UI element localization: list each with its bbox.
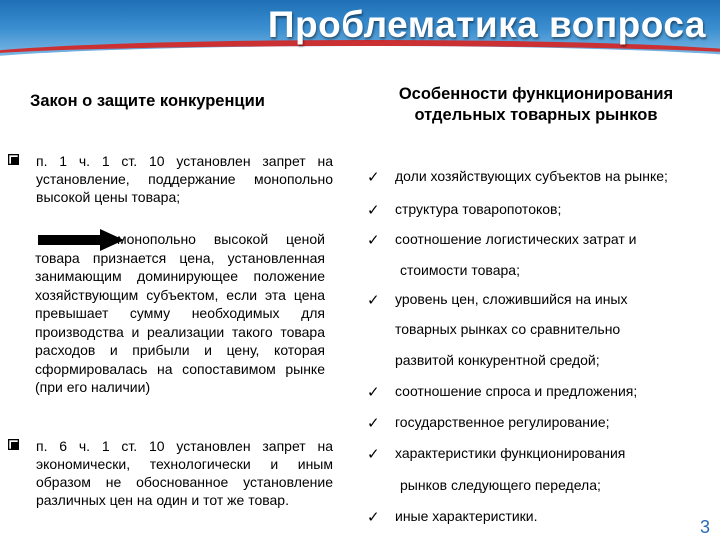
checkmark-icon: ✓ bbox=[367, 202, 380, 219]
page-number: 3 bbox=[699, 517, 710, 537]
slide-header bbox=[0, 0, 720, 64]
bullet-item-2-text: п. 6 ч. 1 ст. 10 установлен запрет на экономически, технологически и иным образом не обоснованное установление различных цен на один и тот же товар. bbox=[36, 438, 333, 508]
right-heading: Особенности функционирования отдельных товарных рынков bbox=[398, 85, 674, 124]
left-heading: Закон о защите конкуренции bbox=[30, 92, 265, 110]
square-bullet-icon bbox=[8, 154, 19, 165]
checkmark-icon: ✓ bbox=[367, 509, 380, 526]
right-list-item-continuation: товарных рынках со сравнительно bbox=[395, 321, 621, 337]
checkmark-icon: ✓ bbox=[367, 384, 380, 401]
checkmark-icon: ✓ bbox=[367, 232, 380, 249]
right-list-item-continuation: рынков следующего передела; bbox=[400, 477, 601, 493]
checkmark-icon: ✓ bbox=[367, 446, 380, 463]
right-list-item-continuation: стоимости товара; bbox=[400, 262, 520, 278]
right-list-item-continuation: развитой конкурентной средой; bbox=[395, 352, 600, 368]
checkmark-icon: ✓ bbox=[367, 169, 380, 186]
bullet-item-1-text: п. 1 ч. 1 ст. 10 установлен запрет на установление, поддержание монопольно высокой цены товара; bbox=[36, 153, 333, 205]
definition-text bbox=[35, 230, 325, 397]
slide-title: Проблематика вопроса bbox=[267, 4, 706, 45]
checkmark-icon: ✓ bbox=[367, 415, 380, 432]
checkmark-icon: ✓ bbox=[367, 292, 380, 309]
definition-text-content: монопольно высокой ценой товара признается цена, установленная занимающим доминирующее положение хозяйствующим субъектом, если эта цена превышает сумму необходимых для производства и реализации такого товара расходов и прибыли и цену, которая сформировалась на сопоставимом рынке (при его наличии) bbox=[35, 231, 325, 395]
square-bullet-icon bbox=[8, 439, 19, 450]
